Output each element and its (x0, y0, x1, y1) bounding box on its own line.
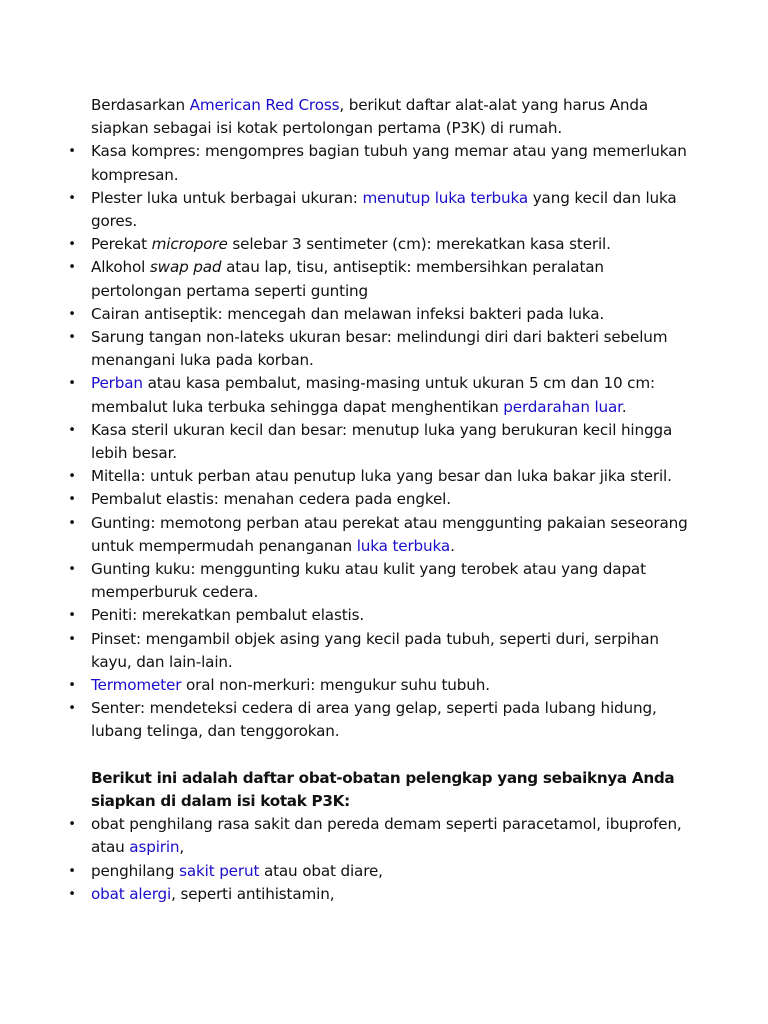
link-termometer[interactable]: Termometer (91, 676, 182, 695)
bullet-icon: • (68, 306, 76, 322)
list-item-mitella: • Mitella: untuk perban atau penutup luka yang besar dan luka bakar jika steril. (91, 465, 691, 488)
tools-list (0, 140, 768, 743)
list-item-sakit-perut: • penghilang sakit perut atau obat diare, (91, 860, 691, 883)
bullet-icon: • (68, 817, 76, 833)
list-item-termometer: • Termometer oral non-merkuri: mengukur suhu tubuh. (91, 674, 691, 697)
list-item-perban: • Perban atau kasa pembalut, masing-masing untuk ukuran 5 cm dan 10 cm: membalut luka terbuka sehingga dapat menghentikan perdarahan luar. (68, 374, 655, 416)
bullet-icon: • (68, 330, 76, 346)
bullet-icon: • (68, 608, 76, 624)
link-perdarahan-luar[interactable]: perdarahan luar (503, 397, 622, 416)
bullet-icon: • (68, 144, 76, 160)
link-luka-terbuka[interactable]: luka terbuka (356, 536, 451, 555)
bullet-icon: • (68, 237, 76, 253)
meds-list (0, 813, 768, 906)
list-item-plester: • Plester luka untuk berbagai ukuran: menutup luka terbuka yang kecil dan luka gores. (68, 188, 677, 231)
list-item-cairan-antiseptik: • Cairan antiseptik: mencegah dan melawan infeksi bakteri pada luka. (91, 303, 691, 326)
list-item-pinset: • Pinset: mengambil objek asing yang kecil pada tubuh, seperti duri, serpihan kayu, dan lain-lain. (68, 629, 659, 671)
bullet-icon: • (68, 886, 76, 902)
list-item-peniti: • Peniti: merekatkan pembalut elastis. (91, 604, 691, 627)
spacer (0, 744, 768, 767)
bullet-icon: • (68, 863, 76, 879)
list-item-obat-alergi: • obat alergi, seperti antihistamin, (91, 883, 691, 906)
bullet-icon: • (68, 190, 76, 206)
meds-heading: Berikut ini adalah daftar obat-obatan pelengkap yang sebaiknya Anda siapkan di dalam isi kotak P3K: (91, 768, 675, 810)
bullet-icon: • (68, 422, 76, 438)
list-item-perekat: • Perekat micropore selebar 3 sentimeter (cm): merekatkan kasa steril. (91, 233, 691, 256)
link-perban[interactable]: Perban (91, 374, 143, 393)
link-aspirin[interactable]: aspirin (129, 838, 180, 857)
list-item-gunting-kuku: • Gunting kuku: menggunting kuku atau kulit yang terobek atau yang dapat memperburuk cedera. (68, 560, 646, 602)
link-menutup-luka-terbuka[interactable]: menutup luka terbuka (362, 188, 529, 207)
bullet-icon: • (68, 562, 76, 578)
intro-paragraph: Berdasarkan American Red Cross, berikut daftar alat-alat yang harus Anda siapkan sebagai isi kotak pertolongan pertama (P3K) di rumah. (91, 96, 649, 138)
link-sakit-perut[interactable]: sakit perut (179, 861, 260, 880)
list-item-alkohol: • Alkohol swap pad atau lap, tisu, antiseptik: membersihkan peralatan pertolongan pertama seperti gunting (68, 258, 604, 300)
bullet-icon: • (68, 376, 76, 392)
bullet-icon: • (68, 492, 76, 508)
bullet-icon: • (68, 260, 76, 276)
bullet-icon: • (68, 631, 76, 647)
list-item-pembalut-elastis: • Pembalut elastis: menahan cedera pada engkel. (91, 488, 691, 511)
list-item-pereda-nyeri: • obat penghilang rasa sakit dan pereda demam seperti paracetamol, ibuprofen, atau aspirin, (68, 815, 682, 857)
list-item-senter: • Senter: mendeteksi cedera di area yang gelap, seperti pada lubang hidung, lubang telinga, dan tenggorokan. (68, 699, 657, 741)
list-item-sarung-tangan: • Sarung tangan non-lateks ukuran besar: melindungi diri dari bakteri sebelum menangani luka pada korban. (68, 328, 668, 370)
document-body (0, 94, 768, 906)
list-item-kasa-kompres: • Kasa kompres: mengompres bagian tubuh yang memar atau yang memerlukan kompresan. (68, 142, 687, 184)
bullet-icon: • (68, 678, 76, 694)
link-obat-alergi[interactable]: obat alergi (91, 884, 172, 903)
list-item-gunting: • Gunting: memotong perban atau perekat atau menggunting pakaian seseorang untuk mempermudah penanganan luka terbuka. (68, 513, 688, 555)
list-item-kasa-steril: • Kasa steril ukuran kecil dan besar: menutup luka yang berukuran kecil hingga lebih besar. (68, 420, 673, 463)
bullet-icon: • (68, 701, 76, 717)
link-american-red-cross[interactable]: American Red Cross (189, 96, 340, 114)
bullet-icon: • (68, 469, 76, 485)
bullet-icon: • (68, 515, 76, 531)
